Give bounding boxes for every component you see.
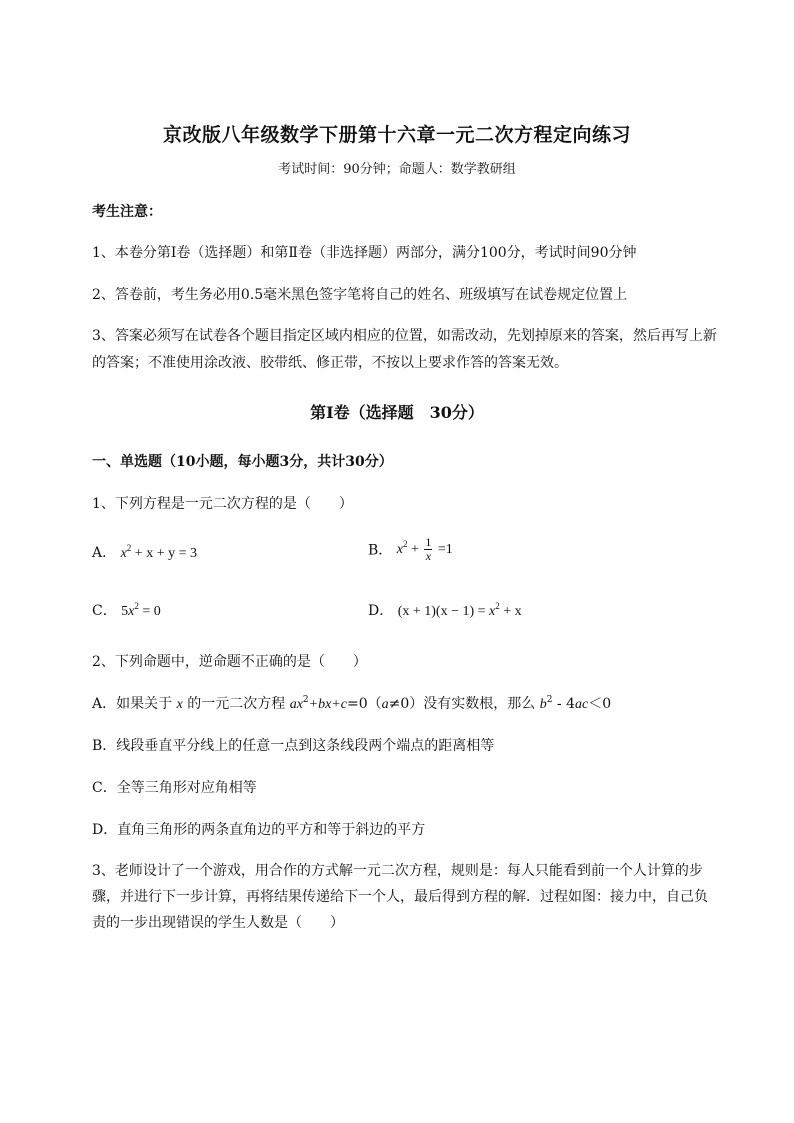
section-title: 第I卷（选择题 30分） — [310, 403, 484, 422]
q1-option-c — [92, 600, 161, 620]
notice-item-2: 2、答卷前，考生务必用0.5毫米黑色签字笔将自己的姓名、班级填写在试卷规定位置上 — [92, 287, 628, 303]
q1-option-d — [368, 600, 522, 620]
question-3-line-2: 骤，并进行下一步计算，再将结果传递给下一个人，最后得到方程的解．过程如图：接力中，自己负 — [92, 889, 708, 905]
option-formula: $5x^2 = 0$ — [121, 601, 161, 619]
notice-item-1: 1、本卷分第I卷（选择题）和第Ⅱ卷（非选择题）两部分，满分100分，考试时间90分钟 — [92, 245, 637, 261]
option-label: D． — [368, 603, 394, 619]
question-3-line-1: 3、老师设计了一个游戏，用合作的方式解一元二次方程，规则是：每人只能看到前一个人计算的步 — [92, 863, 703, 879]
notice-item-3: 3、答案必须写在试卷各个题目指定区域内相应的位置，如需改动，先划掉原来的答案，然后再写上新 — [92, 328, 717, 344]
part-heading: 一、单选题（10小题，每小题3分，共计30分） — [92, 454, 393, 470]
page-title: 京改版八年级数学下册第十六章一元二次方程定向练习 — [162, 124, 631, 146]
question-2-stem: 2、下列命题中，逆命题不正确的是（ ） — [92, 654, 367, 670]
page-subtitle: 考试时间：90分钟；命题人：数学教研组 — [278, 162, 516, 177]
notice-heading: 考生注意： — [92, 204, 162, 220]
q2-option-a: A．如果关于 x 的一元二次方程 $ax^2+bx+c=0(a\ne 0)$没有实数根，那么 $b^2 - 4ac<0$ — [92, 695, 612, 712]
question-3-line-3: 责的一步出现错误的学生人数是（ ） — [92, 915, 344, 931]
q2-option-b: B．线段垂直平分线上的任意一点到这条线段两个端点的距离相等 — [92, 738, 495, 754]
option-label: B． — [368, 542, 393, 559]
q2-option-d: D．直角三角形的两条直角边的平方和等于斜边的平方 — [92, 822, 426, 838]
option-label: C． — [92, 603, 117, 619]
q2-option-c: C．全等三角形对应角相等 — [92, 780, 257, 796]
option-formula: $x^2$ + $\frac{1}{x}$ =1 — [396, 535, 453, 563]
q1-option-a — [92, 542, 197, 562]
option-label: A． — [92, 545, 117, 561]
notice-item-3-cont: 的答案；不准使用涂改液、胶带纸、修正带，不按以上要求作答的答案无效。 — [92, 355, 568, 371]
option-formula: $x^2 + x + y = 3$ — [120, 543, 197, 561]
option-formula: $(x + 1)(x - 1) = x^2 + x$ — [397, 601, 522, 619]
q1-option-b — [368, 536, 453, 563]
question-1-stem: 1、下列方程是一元二次方程的是（ ） — [92, 496, 353, 512]
